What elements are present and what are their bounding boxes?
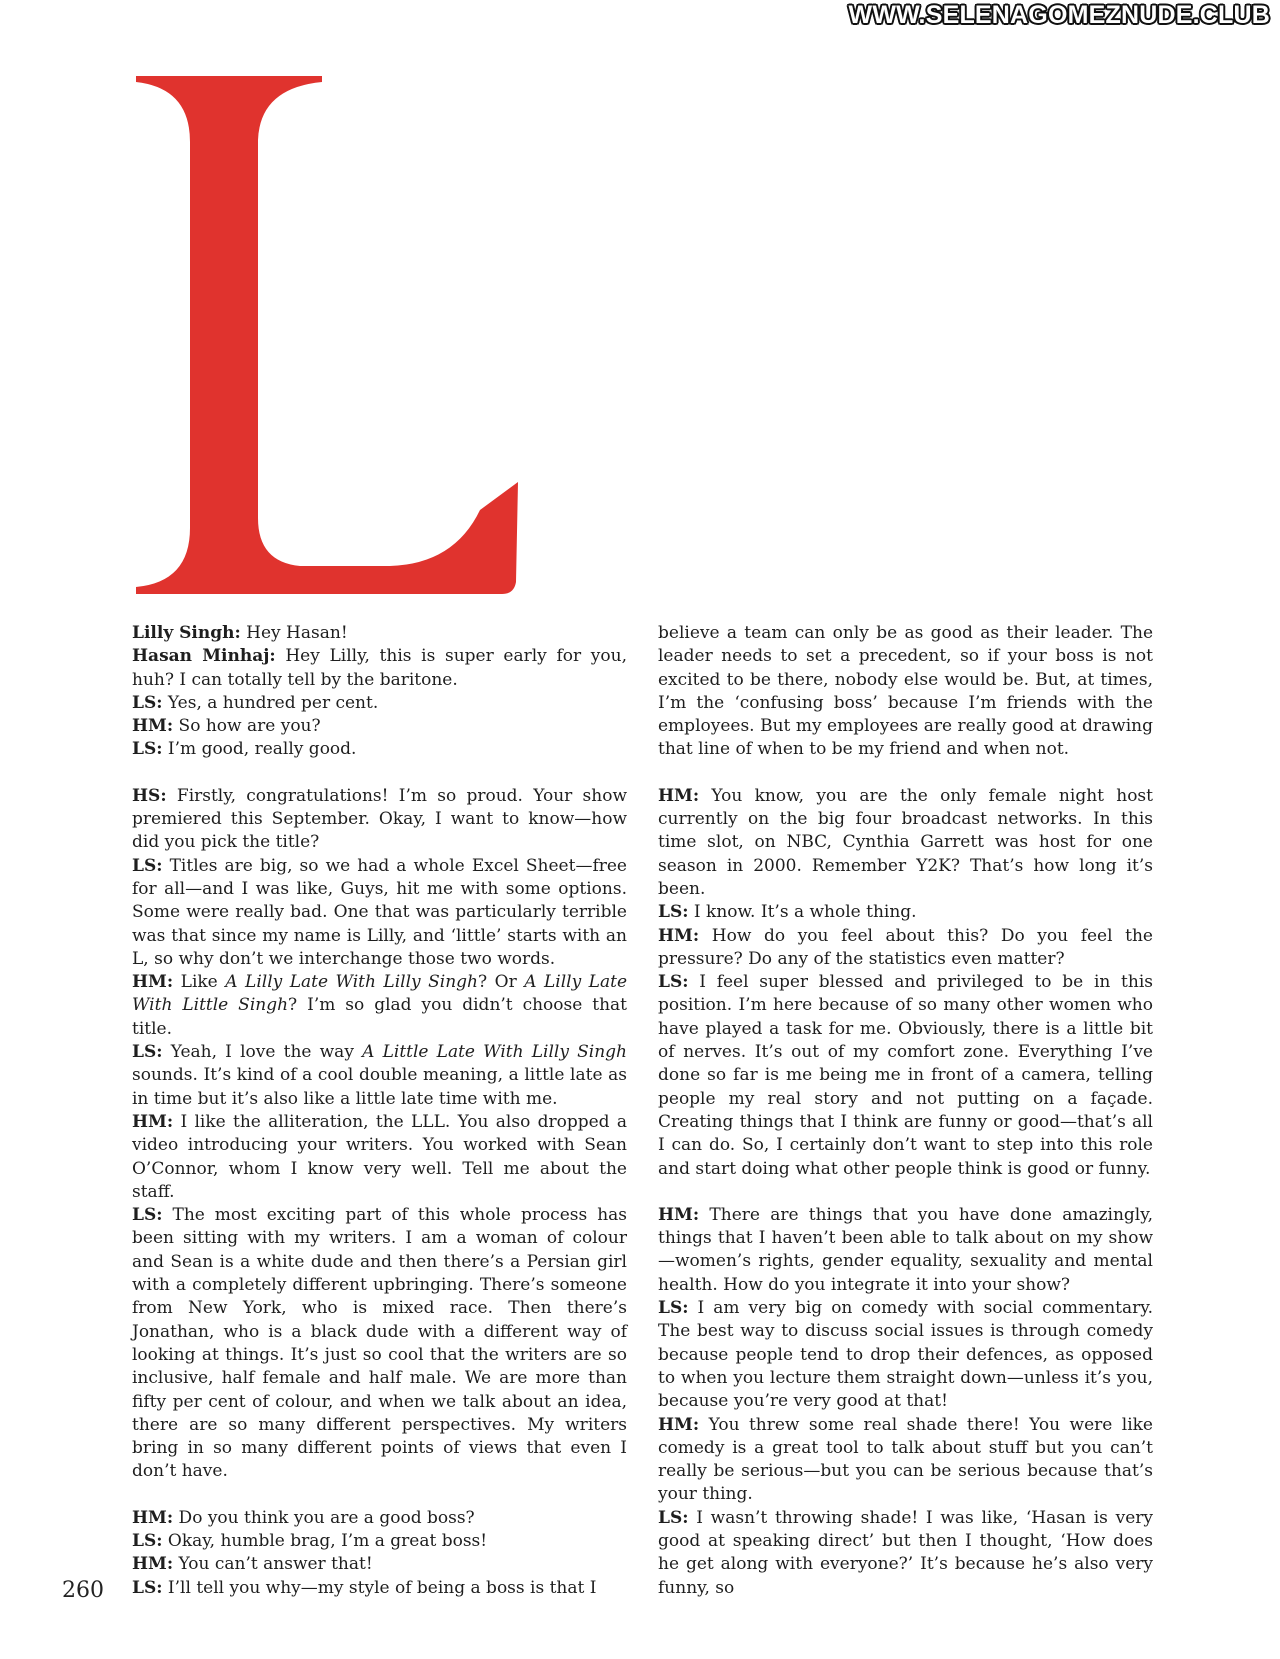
watermark: WWW.SELENAGOMEZNUDE.CLUB bbox=[848, 1, 1270, 29]
paragraph-gap bbox=[658, 1181, 1153, 1204]
speaker-label: Hasan Minhaj: bbox=[132, 646, 276, 667]
dialogue-text: I wasn’t throwing shade! I was like, ‘Hasan is very good at speaking direct’ but then I thought, ‘How does he get along with everyone?’ It’s because he’s also very funny, so bbox=[658, 1507, 1153, 1598]
dialogue-text: You threw some real shade there! You were like comedy is a great tool to talk about stuff but you can’t really be serious—but you can be serious because that’s your thing. bbox=[658, 1414, 1153, 1505]
dialogue-text: Yes, a hundred per cent. bbox=[162, 692, 379, 713]
dialogue-paragraph bbox=[658, 1297, 1153, 1413]
speaker-label: LS: bbox=[132, 739, 163, 760]
dialogue-text: Like bbox=[173, 972, 226, 993]
paragraph-gap bbox=[658, 762, 1153, 785]
dialogue-paragraph bbox=[132, 1530, 627, 1553]
speaker-label: HS: bbox=[132, 785, 167, 806]
drop-cap-letter bbox=[132, 70, 524, 598]
dialogue-text: You can’t answer that! bbox=[173, 1554, 373, 1575]
show-title: A Little Late With Lilly Singh bbox=[362, 1042, 627, 1063]
speaker-label: HM: bbox=[132, 1111, 174, 1132]
show-title: A Lilly Late With Lilly Singh bbox=[225, 972, 479, 993]
speaker-label: HM: bbox=[132, 972, 174, 993]
dialogue-paragraph bbox=[132, 715, 627, 738]
speaker-label: Lilly Singh: bbox=[132, 623, 241, 643]
dialogue-text: believe a team can only be as good as their leader. The leader needs to set a precedent, so if your boss is not excited to be there, nobody else would be. But, at times, I’m the ‘confusing boss’ because I’m friends with the employees. But my employees are really good at drawing that line of when to be my friend and when not. bbox=[658, 623, 1153, 760]
speaker-label: LS: bbox=[132, 1205, 163, 1226]
speaker-label: LS: bbox=[132, 1530, 163, 1551]
dialogue-text: I know. It’s a whole thing. bbox=[688, 902, 917, 923]
dialogue-text: How do you feel about this? Do you feel the pressure? Do any of the statistics even matter? bbox=[658, 925, 1153, 969]
speaker-label: HM: bbox=[132, 716, 174, 737]
speaker-label: LS: bbox=[658, 1298, 689, 1319]
left-column bbox=[132, 622, 627, 1600]
speaker-label: HM: bbox=[132, 1507, 174, 1528]
dialogue-paragraph bbox=[658, 1507, 1153, 1600]
dialogue-paragraph bbox=[132, 1111, 627, 1204]
dialogue-paragraph bbox=[132, 855, 627, 971]
dialogue-text: Yeah, I love the way bbox=[162, 1042, 363, 1063]
dialogue-text: Titles are big, so we had a whole Excel Sheet—free for all—and I was like, Guys, hit me with some options. Some were really bad. One that was particularly terrible was that since my name is Lilly, and ‘little’ starts with an L, so why don’t we interchange those two words. bbox=[132, 855, 627, 969]
dialogue-paragraph bbox=[132, 1507, 627, 1530]
dialogue-text: So how are you? bbox=[173, 716, 321, 737]
dialogue-paragraph bbox=[132, 1204, 627, 1484]
speaker-label: HM: bbox=[132, 1554, 174, 1575]
speaker-label: LS: bbox=[132, 1577, 163, 1598]
dialogue-paragraph bbox=[132, 645, 627, 692]
dialogue-paragraph bbox=[658, 925, 1153, 972]
dialogue-paragraph bbox=[658, 622, 1153, 762]
speaker-label: HM: bbox=[658, 1204, 700, 1225]
right-column bbox=[658, 622, 1153, 1600]
dialogue-text: Hey Hasan! bbox=[240, 623, 348, 643]
dialogue-text: I like the alliteration, the LLL. You also dropped a video introducing your writers. You worked with Sean O’Connor, whom I know very well. Tell me about the staff. bbox=[132, 1111, 627, 1202]
dialogue-paragraph bbox=[132, 1553, 627, 1576]
dialogue-text: ? Or bbox=[478, 972, 525, 993]
speaker-label: HM: bbox=[658, 785, 700, 806]
drop-cap-shape bbox=[136, 76, 518, 594]
speaker-label: LS: bbox=[658, 972, 689, 993]
dialogue-paragraph bbox=[658, 1414, 1153, 1507]
dialogue-text: The most exciting part of this whole process has been sitting with my writers. I am a woman of colour and Sean is a white dude and then there’s a Persian girl with a completely different upbringing. There’s someone from New York, who is mixed race. Then there’s Jonathan, who is a black dude with a different way of looking at things. It’s just so cool that the writers are so inclusive, half female and half male. We are more than fifty per cent of colour, and when we talk about an idea, there are so many different perspectives. My writers bring in so many different points of views that even I don’t have. bbox=[132, 1205, 627, 1482]
dialogue-text: ? I’m so glad you didn’t choose that title. bbox=[132, 995, 627, 1039]
paragraph-gap bbox=[132, 762, 627, 785]
dialogue-paragraph bbox=[658, 971, 1153, 1181]
speaker-label: LS: bbox=[132, 692, 163, 713]
page-number: 260 bbox=[62, 1578, 104, 1603]
dialogue-paragraph bbox=[132, 1577, 627, 1600]
dialogue-text: sounds. It’s kind of a cool double meaning, a little late as in time but it’s also like a little late time with me. bbox=[132, 1065, 627, 1109]
dialogue-paragraph bbox=[132, 1041, 627, 1111]
dialogue-paragraph bbox=[132, 785, 627, 855]
speaker-label: LS: bbox=[132, 1042, 163, 1063]
dialogue-text: I am very big on comedy with social commentary. The best way to discuss social issues is through comedy because people tend to drop their defences, as opposed to when you lecture them straight down—unless it’s you, because you’re very good at that! bbox=[658, 1298, 1153, 1412]
dialogue-text: Hey Lilly, this is super early for you, huh? I can totally tell by the baritone. bbox=[132, 646, 627, 690]
speaker-label: HM: bbox=[658, 1414, 700, 1435]
speaker-label: HM: bbox=[658, 925, 700, 946]
dialogue-text: Okay, humble brag, I’m a great boss! bbox=[162, 1530, 488, 1551]
dialogue-text: Do you think you are a good boss? bbox=[173, 1507, 475, 1528]
dialogue-paragraph bbox=[132, 622, 627, 645]
dialogue-paragraph bbox=[658, 785, 1153, 901]
paragraph-gap bbox=[132, 1484, 627, 1507]
dialogue-paragraph bbox=[658, 1204, 1153, 1297]
speaker-label: LS: bbox=[132, 855, 163, 876]
dialogue-text: I feel super blessed and privileged to be in this position. I’m here because of so many other women who have played a task for me. Obviously, there is a little bit of nerves. It’s out of my comfort zone. Everything I’ve done so far is me being me in front of a camera, telling people my real story and not putting on a façade. Creating things that I think are funny or good—that’s all I can do. So, I certainly don’t want to step into this role and start doing what other people think is good or funny. bbox=[658, 972, 1153, 1179]
dialogue-paragraph bbox=[658, 901, 1153, 924]
dialogue-text: I’ll tell you why—my style of being a boss is that I bbox=[162, 1577, 597, 1598]
dialogue-text: You know, you are the only female night host currently on the big four broadcast networks. In this time slot, on NBC, Cynthia Garrett was host for one season in 2000. Remember Y2K? That’s how long it’s been. bbox=[658, 785, 1153, 899]
dialogue-paragraph bbox=[132, 738, 627, 761]
speaker-label: LS: bbox=[658, 902, 689, 923]
speaker-label: LS: bbox=[658, 1507, 689, 1528]
dialogue-text: There are things that you have done amazingly, things that I haven’t been able to talk about on my show—women’s rights, gender equality, sexuality and mental health. How do you integrate it into your show? bbox=[658, 1204, 1153, 1295]
dialogue-text: I’m good, really good. bbox=[162, 739, 357, 760]
dialogue-paragraph bbox=[132, 692, 627, 715]
dialogue-text: Firstly, congratulations! I’m so proud. Your show premiered this September. Okay, I want to know—how did you pick the title? bbox=[132, 785, 627, 853]
show-title: A Lilly Late With Little Singh bbox=[132, 972, 627, 1016]
dialogue-paragraph bbox=[132, 971, 627, 1041]
